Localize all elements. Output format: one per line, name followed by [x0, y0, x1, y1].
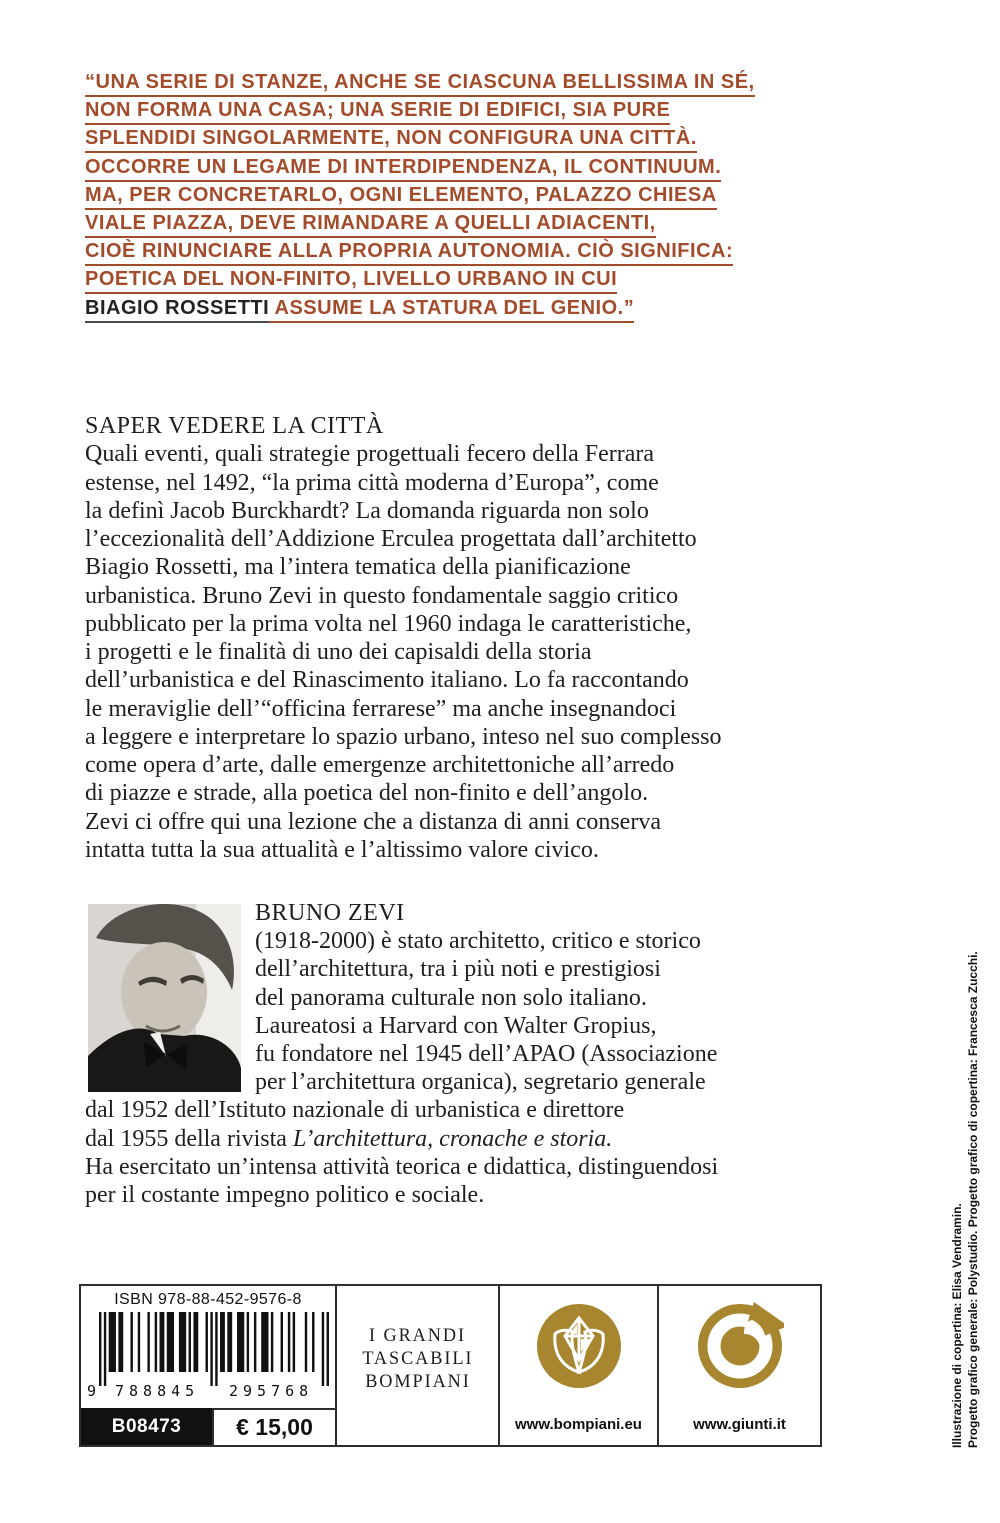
bio-line: fu fondatore nel 1945 dell’APAO (Associazione	[255, 1041, 718, 1068]
author-photo	[88, 904, 241, 1092]
series-name-line: TASCABILI	[361, 1348, 474, 1369]
synopsis-line: urbanistica. Bruno Zevi in questo fondamentale saggio critico	[85, 582, 679, 609]
credit-design: Progetto grafico generale: Polystudio. Progetto grafico di copertina: Francesca Zucchi.	[966, 951, 980, 1448]
bio-line: dell’architettura, tra i più noti e prestigiosi	[255, 956, 661, 983]
bio-line: del panorama culturale non solo italiano.	[255, 984, 647, 1011]
quote-line	[85, 209, 905, 237]
quote-line-text: MA, PER CONCRETARLO, OGNI ELEMENTO, PALAZZO CHIESA	[85, 184, 717, 210]
author-name: BRUNO ZEVI	[255, 900, 405, 926]
bio-line-text: dal 1955 della rivista	[85, 1125, 293, 1152]
barcode-digits	[87, 1382, 329, 1400]
giunti-logo-icon	[696, 1302, 784, 1395]
quote-line-text: ASSUME LA STATURA DEL GENIO.”	[269, 297, 634, 323]
barcode-digit-first: 9	[87, 1382, 97, 1400]
synopsis-line: dell’urbanistica e del Rinascimento italiano. Lo fa raccontando	[85, 667, 689, 694]
quote-line	[85, 153, 905, 181]
bio-line: per l’architettura organica), segretario generale	[255, 1069, 706, 1096]
series-name-line: BOMPIANI	[364, 1371, 471, 1392]
synopsis-line: estense, nel 1492, “la prima città moderna d’Europa”, come	[85, 469, 659, 496]
isbn-cell	[81, 1286, 335, 1445]
bio-line: dal 1952 dell’Istituto nazionale di urbanistica e direttore	[85, 1097, 625, 1124]
synopsis-line: come opera d’arte, dalle emergenze architettoniche all’arredo	[85, 752, 675, 778]
synopsis-line: Quali eventi, quali strategie progettuali fecero della Ferrara	[85, 441, 655, 468]
quote-line	[85, 181, 905, 209]
series-cell	[335, 1286, 498, 1445]
quote-line-text: POETICA DEL NON-FINITO, LIVELLO URBANO IN CUI	[85, 268, 617, 294]
bio-line: Ha esercitato un’intensa attività teorica e didattica, distinguendosi	[85, 1153, 719, 1180]
credit-illustration: Illustrazione di copertina: Elisa Vendramin.	[950, 1203, 964, 1448]
quote-line	[85, 96, 905, 124]
quote-author-name: BIAGIO ROSSETTI	[85, 297, 269, 323]
bio-line: Laureatosi a Harvard con Walter Gropius,	[255, 1012, 657, 1039]
isbn-label: ISBN 978-88-452-9576-8	[114, 1291, 302, 1308]
quote-line	[85, 68, 905, 96]
footer-box	[79, 1284, 822, 1447]
synopsis-line: la definì Jacob Burckhardt? La domanda riguarda non solo	[85, 497, 649, 524]
quote-line-text: OCCORRE UN LEGAME DI INTERDIPENDENZA, IL CONTINUUM.	[85, 156, 721, 182]
synopsis-line: le meraviglie dell’“officina ferrarese” ma anche insegnandoci	[85, 695, 677, 722]
edition-code: B08473	[81, 1408, 212, 1445]
synopsis-line: Biagio Rossetti, ma l’intera tematica della pianificazione	[85, 554, 631, 581]
bompiani-cell	[498, 1286, 657, 1445]
price: € 15,00	[212, 1408, 335, 1445]
quote-line-text: NON FORMA UNA CASA; UNA SERIE DI EDIFICI, SIA PURE	[85, 99, 670, 125]
quote-line-text: CIOÈ RINUNCIARE ALLA PROPRIA AUTONOMIA. CIÒ SIGNIFICA:	[85, 240, 733, 266]
quote-last-line	[85, 294, 905, 322]
bio-line	[85, 1125, 885, 1153]
giunti-url: www.giunti.it	[693, 1416, 786, 1433]
synopsis-line: l’eccezionalità dell’Addizione Erculea progettata dall’architetto	[85, 526, 697, 552]
magazine-title: L’architettura, cronache e storia.	[292, 1125, 613, 1152]
quote-line	[85, 265, 905, 293]
bio-line: (1918-2000) è stato architetto, critico e storico	[255, 928, 701, 955]
cover-credits	[949, 951, 981, 1448]
synopsis-line: di piazze e strade, alla poetica del non-finito e dell’angolo.	[85, 780, 649, 807]
barcode-digits-group1: 788845	[115, 1382, 200, 1400]
bompiani-url: www.bompiani.eu	[515, 1416, 642, 1433]
synopsis-line: pubblicato per la prima volta nel 1960 indaga le caratteristiche,	[85, 610, 692, 637]
synopsis-line: intatta tutta la sua attualità e l’altissimo valore civico.	[85, 836, 599, 863]
quote-line-text: “UNA SERIE DI STANZE, ANCHE SE CIASCUNA BELLISSIMA IN SÉ,	[85, 71, 755, 97]
giunti-cell	[657, 1286, 820, 1445]
synopsis-line: Zevi ci offre qui una lezione che a distanza di anni conserva	[85, 808, 661, 835]
quote-line	[85, 237, 905, 265]
bompiani-logo-icon	[535, 1302, 623, 1395]
series-name-line: I GRANDI	[369, 1325, 466, 1346]
synopsis	[85, 412, 945, 864]
barcode-digits-group2: 295768	[229, 1382, 314, 1400]
quote-line-text: SPLENDIDI SINGOLARMENTE, NON CONFIGURA UNA CITTÀ.	[85, 127, 697, 153]
author-bio	[85, 899, 885, 1209]
bio-line: per il costante impegno politico e sociale.	[85, 1182, 485, 1209]
quote-line-text: VIALE PIAZZA, DEVE RIMANDARE A QUELLI ADIACENTI,	[85, 212, 656, 238]
ean-barcode	[87, 1312, 329, 1406]
book-title: SAPER VEDERE LA CITTÀ	[85, 413, 384, 439]
synopsis-line: a leggere e interpretare lo spazio urbano, inteso nel suo complesso	[85, 723, 722, 750]
synopsis-line: i progetti e le finalità di uno dei capisaldi della storia	[85, 639, 592, 665]
barcode-bars	[99, 1312, 329, 1386]
quote-line	[85, 124, 905, 152]
pull-quote	[85, 68, 905, 322]
